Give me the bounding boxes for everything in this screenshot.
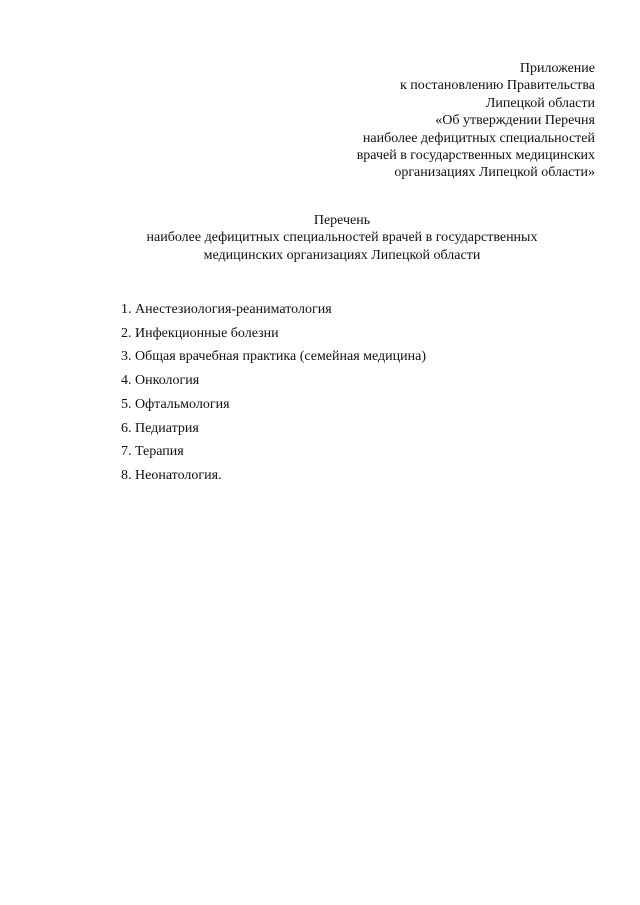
document-subtitle-line: медицинских организациях Липецкой области bbox=[203, 247, 481, 263]
appendix-header bbox=[275, 60, 595, 182]
appendix-line: Приложение bbox=[519, 61, 595, 76]
appendix-line: врачей в государственных медицинских bbox=[356, 148, 595, 164]
appendix-line: организациях Липецкой области» bbox=[394, 165, 595, 181]
list-item: 1. Анестезиология-реаниматология bbox=[121, 302, 332, 317]
list-item: 5. Офтальмология bbox=[121, 396, 230, 412]
appendix-line: к постановлению Правительства bbox=[399, 78, 595, 94]
list-item: 6. Педиатрия bbox=[121, 420, 199, 436]
list-item: 7. Терапия bbox=[121, 444, 184, 460]
appendix-line: наиболее дефицитных специальностей bbox=[362, 130, 595, 146]
list-item: 2. Инфекционные болезни bbox=[121, 325, 279, 341]
document-subtitle-line: наиболее дефицитных специальностей врачей в государственных bbox=[146, 230, 538, 246]
list-item: 8. Неонатология. bbox=[121, 467, 222, 483]
appendix-line: «Об утверждении Перечня bbox=[435, 113, 595, 129]
list-item: 4. Онкология bbox=[121, 373, 200, 389]
specialty-list bbox=[121, 298, 591, 488]
list-item: 3. Общая врачебная практика (семейная медицина) bbox=[121, 349, 427, 365]
document-title: Перечень bbox=[313, 213, 371, 228]
appendix-line: Липецкой области bbox=[485, 95, 595, 111]
document-heading bbox=[100, 212, 584, 264]
